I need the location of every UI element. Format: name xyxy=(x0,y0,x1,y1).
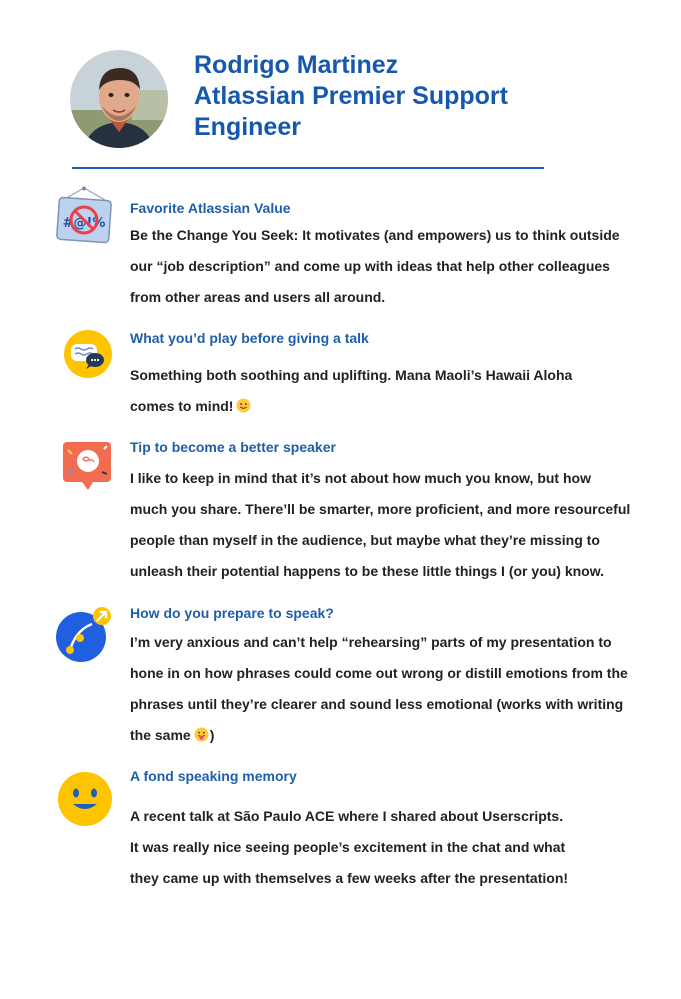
growth-path-icon xyxy=(56,606,114,669)
profile-title-line-2: Engineer xyxy=(194,113,301,141)
section-text-line xyxy=(130,398,251,416)
section-text-line: I like to keep in mind that it’s not about how much you know, but how xyxy=(130,470,591,486)
section-text-segment: ) xyxy=(209,727,215,743)
section-text-line: It was really nice seeing people’s excitement in the chat and what xyxy=(130,839,566,855)
section-text-line: from other areas and users all around. xyxy=(130,289,386,305)
profile-photo xyxy=(70,50,168,148)
section-heading: Tip to become a better speaker xyxy=(130,439,336,455)
section-text-line: Be the Change You Seek: It motivates (and empowers) us to think outside xyxy=(130,227,620,243)
section-text-line: much you share. There’ll be smarter, more proficient, and more resourceful xyxy=(130,501,631,517)
section-heading: What you’d play before giving a talk xyxy=(130,330,369,346)
tongue-out-emoji xyxy=(194,727,209,745)
section-text-line xyxy=(130,727,214,745)
section-text-line: A recent talk at São Paulo ACE where I shared about Userscripts. xyxy=(130,808,564,824)
section-text-line: phrases until they’re clearer and sound less emotional (works with writing xyxy=(130,696,624,712)
profile-title-line-1: Atlassian Premier Support xyxy=(194,82,508,110)
section-text-segment: comes to mind! xyxy=(130,398,234,414)
profile-name: Rodrigo Martinez xyxy=(194,51,399,79)
section-heading: A fond speaking memory xyxy=(130,768,297,784)
header-divider xyxy=(72,167,544,169)
no-jargon-sign-icon xyxy=(55,186,113,251)
section-text-line: Something both soothing and uplifting. Mana Maoli’s Hawaii Aloha xyxy=(130,367,573,383)
section-heading: Favorite Atlassian Value xyxy=(130,200,291,216)
section-text-line: I’m very anxious and can’t help “rehearsing” parts of my presentation to xyxy=(130,634,612,650)
section-text-line: unleash their potential happens to be these little things I (or you) know. xyxy=(130,563,604,579)
section-text-line: people than myself in the audience, but maybe what they’re missing to xyxy=(130,532,600,548)
smiley-face-icon xyxy=(57,772,113,833)
section-heading: How do you prepare to speak? xyxy=(130,605,334,621)
slightly-smiling-emoji xyxy=(236,398,251,416)
speech-bubble-icon xyxy=(62,440,114,497)
section-text-segment: the same xyxy=(130,727,191,743)
section-text-line: our “job description” and come up with ideas that help other colleagues xyxy=(130,258,610,274)
chat-bubbles-icon xyxy=(63,329,113,384)
svg-text:#@!%: #@!% xyxy=(62,216,106,231)
section-text-line: hone in on how phrases could come out wrong or distill emotions from the xyxy=(130,665,628,681)
section-text-line: they came up with themselves a few weeks after the presentation! xyxy=(130,870,569,886)
profile-header xyxy=(194,50,614,143)
